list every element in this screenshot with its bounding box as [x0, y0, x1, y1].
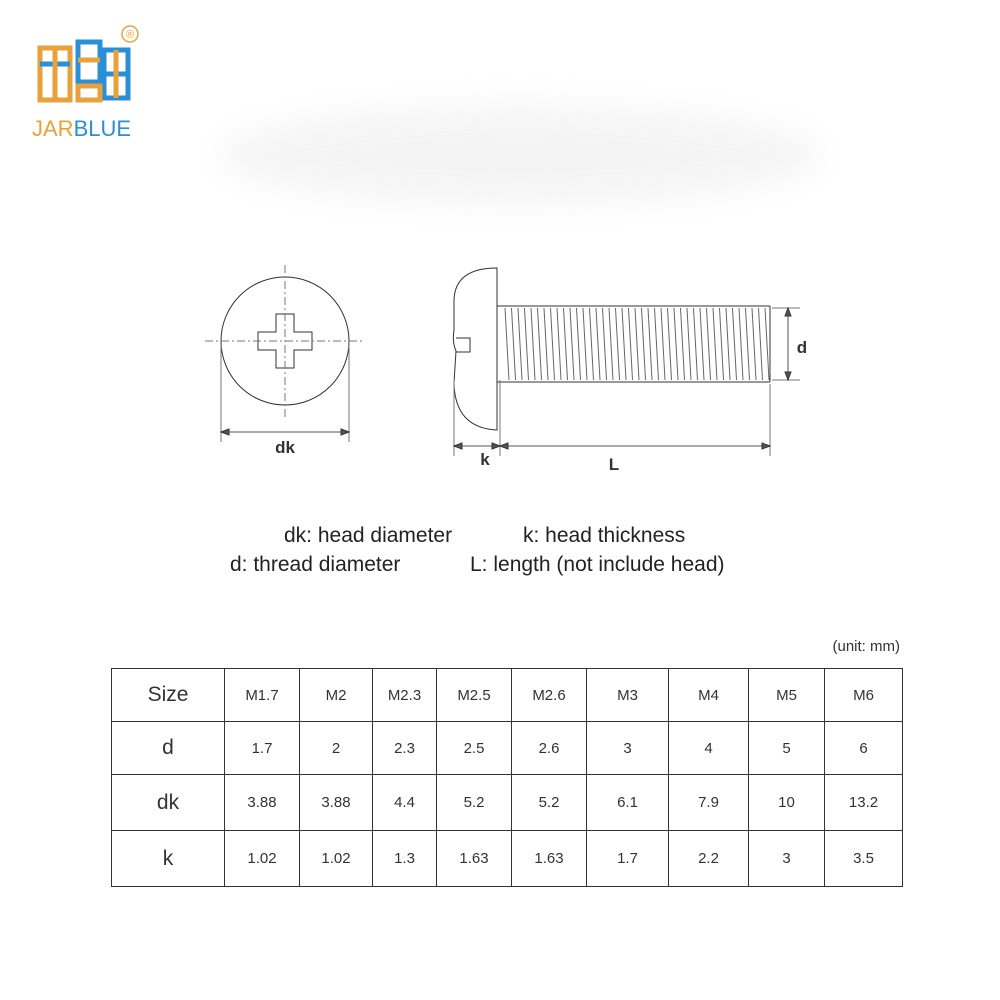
table-cell: 1.7 — [225, 722, 300, 775]
row-label: dk — [112, 775, 225, 831]
table-cell: 2 — [300, 722, 373, 775]
thread-line — [616, 308, 620, 380]
table-cell: 1.63 — [512, 831, 587, 887]
thread-line — [583, 308, 587, 380]
table-cell: 5.2 — [512, 775, 587, 831]
table-cell: M2.6 — [512, 669, 587, 722]
table-cell: 3 — [587, 722, 669, 775]
thread-line — [700, 308, 704, 380]
table-cell: 1.3 — [373, 831, 437, 887]
head-side-view — [453, 268, 497, 430]
table-cell: M3 — [587, 669, 669, 722]
table-cell: 6 — [825, 722, 903, 775]
table-cell: M2.5 — [437, 669, 512, 722]
thread-line — [681, 308, 685, 380]
thread-line — [544, 308, 548, 380]
table-cell: 1.02 — [225, 831, 300, 887]
table-cell: M1.7 — [225, 669, 300, 722]
table-cell: 2.2 — [669, 831, 749, 887]
unit-note: (unit: mm) — [832, 638, 900, 655]
spec-table — [111, 668, 903, 887]
thread-line — [746, 308, 750, 380]
thread-line — [603, 308, 607, 380]
thread-line — [512, 308, 516, 380]
legend-dk: dk: head diameter — [284, 524, 453, 547]
table-cell: 7.9 — [669, 775, 749, 831]
dk-label: dk — [275, 438, 295, 457]
thread-line — [765, 308, 769, 380]
thread-line — [674, 308, 678, 380]
row-label: k — [112, 831, 225, 887]
thread-line — [655, 308, 659, 380]
table-cell: 3 — [749, 831, 825, 887]
table-cell: 13.2 — [825, 775, 903, 831]
thread-line — [759, 308, 763, 380]
table-cell: 2.3 — [373, 722, 437, 775]
row-label: Size — [112, 669, 225, 722]
thread-line — [629, 308, 633, 380]
table-cell: 3.88 — [225, 775, 300, 831]
table-cell: 1.02 — [300, 831, 373, 887]
table-cell: 5 — [749, 722, 825, 775]
thread-line — [642, 308, 646, 380]
thread-line — [713, 308, 717, 380]
k-label: k — [480, 450, 490, 469]
d-label: d — [796, 338, 808, 357]
legend-L: L: length (not include head) — [470, 553, 725, 576]
thread-line — [720, 308, 724, 380]
row-label: d — [112, 722, 225, 775]
thread-line — [622, 308, 626, 380]
thread-line — [635, 308, 639, 380]
table-cell: 1.63 — [437, 831, 512, 887]
thread-line — [596, 308, 600, 380]
thread-line — [557, 308, 561, 380]
thread-line — [694, 308, 698, 380]
thread-line — [538, 308, 542, 380]
table-row — [112, 722, 903, 775]
table-cell: M6 — [825, 669, 903, 722]
brand-text: JARBLUE — [32, 116, 132, 141]
thread-line — [726, 308, 730, 380]
thread-line — [577, 308, 581, 380]
legend-k: k: head thickness — [523, 524, 686, 547]
table-cell: 10 — [749, 775, 825, 831]
thread-line — [668, 308, 672, 380]
registered-mark: ® — [125, 29, 135, 41]
thread-line — [590, 308, 594, 380]
table-cell: 6.1 — [587, 775, 669, 831]
thread-line — [609, 308, 613, 380]
thread-line — [564, 308, 568, 380]
table-cell: M4 — [669, 669, 749, 722]
thread-line — [570, 308, 574, 380]
table-cell: 4.4 — [373, 775, 437, 831]
thread-line — [733, 308, 737, 380]
thread-line — [525, 308, 529, 380]
table-cell: M5 — [749, 669, 825, 722]
table-cell: 3.5 — [825, 831, 903, 887]
legend-d: d: thread diameter — [230, 553, 401, 576]
table-row — [112, 775, 903, 831]
thread-line — [648, 308, 652, 380]
L-label: L — [608, 455, 620, 474]
table-cell: 4 — [669, 722, 749, 775]
table-cell: M2.3 — [373, 669, 437, 722]
thread-line — [739, 308, 743, 380]
thread-line — [752, 308, 756, 380]
thread-line — [687, 308, 691, 380]
table-row — [112, 669, 903, 722]
thread-line — [505, 308, 509, 380]
table-cell: 2.6 — [512, 722, 587, 775]
thread-line — [661, 308, 665, 380]
thread-line — [518, 308, 522, 380]
table-row — [112, 831, 903, 887]
thread-line — [707, 308, 711, 380]
thread-line — [551, 308, 555, 380]
thread-line — [531, 308, 535, 380]
table-cell: M2 — [300, 669, 373, 722]
table-cell: 5.2 — [437, 775, 512, 831]
table-cell: 3.88 — [300, 775, 373, 831]
table-cell: 1.7 — [587, 831, 669, 887]
table-cell: 2.5 — [437, 722, 512, 775]
